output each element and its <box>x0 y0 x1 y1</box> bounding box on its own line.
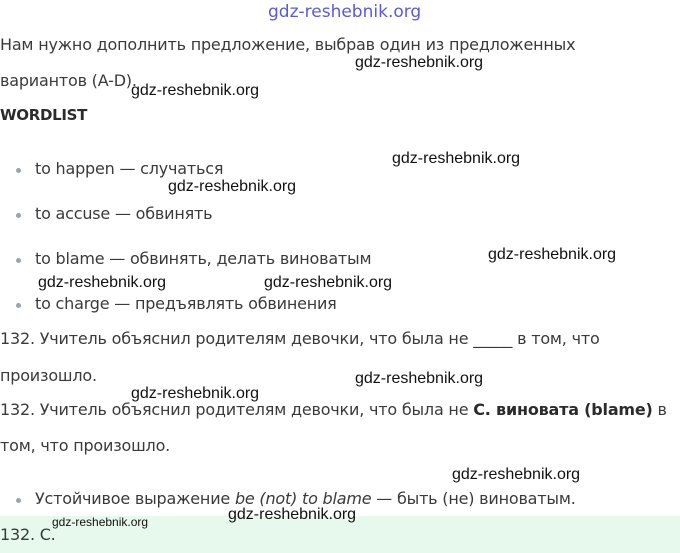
list-item-text: to happen — случаться <box>35 159 224 178</box>
note-suffix: — быть (не) виноватым. <box>371 489 576 508</box>
list-item-text: to charge — предъявлять обвинения <box>35 294 337 313</box>
note-prefix: Устойчивое выражение <box>35 489 235 508</box>
bullet-icon <box>16 213 21 218</box>
watermark: gdz-reshebnik.org <box>488 246 617 263</box>
watermark: gdz-reshebnik.org <box>264 274 393 291</box>
watermark-top: gdz-reshebnik.org <box>268 2 422 22</box>
task-line-2: произошло. <box>0 366 97 385</box>
bullet-icon <box>16 258 21 263</box>
watermark: gdz-reshebnik.org <box>452 466 581 483</box>
solution-line-2: том, что произошло. <box>0 436 171 455</box>
watermark: gdz-reshebnik.org <box>131 385 260 402</box>
watermark: gdz-reshebnik.org <box>52 515 149 529</box>
wordlist-heading: WORDLIST <box>0 106 88 124</box>
list-item-text: to blame — обвинять, делать виноватым <box>35 249 372 268</box>
watermark: gdz-reshebnik.org <box>168 178 297 195</box>
intro-line-2: вариантов (A-D). <box>0 71 137 90</box>
intro-line-1: Нам нужно дополнить предложение, выбрав один из предложенных <box>0 35 576 54</box>
watermark: gdz-reshebnik.org <box>131 82 260 99</box>
bullet-icon <box>16 498 21 503</box>
bullet-icon <box>16 168 21 173</box>
watermark: gdz-reshebnik.org <box>38 274 167 291</box>
watermark: gdz-reshebnik.org <box>392 150 521 167</box>
watermark: gdz-reshebnik.org <box>355 54 484 71</box>
bullet-icon <box>16 303 21 308</box>
solution-line-1 <box>0 400 667 419</box>
answer-text: 132. C. <box>0 525 56 544</box>
solution-prefix: 132. Учитель объяснил родителям девочки, что была не <box>0 400 474 419</box>
note-phrase: be (not) to blame <box>234 489 372 508</box>
watermark: gdz-reshebnik.org <box>355 370 484 387</box>
task-line-1: 132. Учитель объяснил родителям девочки, что была не _____ в том, что <box>0 329 600 348</box>
watermark: gdz-reshebnik.org <box>228 506 357 523</box>
solution-suffix: в <box>652 400 667 419</box>
solution-answer: C. виновата (blame) <box>473 400 653 419</box>
list-item-text: to accuse — обвинять <box>35 204 213 223</box>
